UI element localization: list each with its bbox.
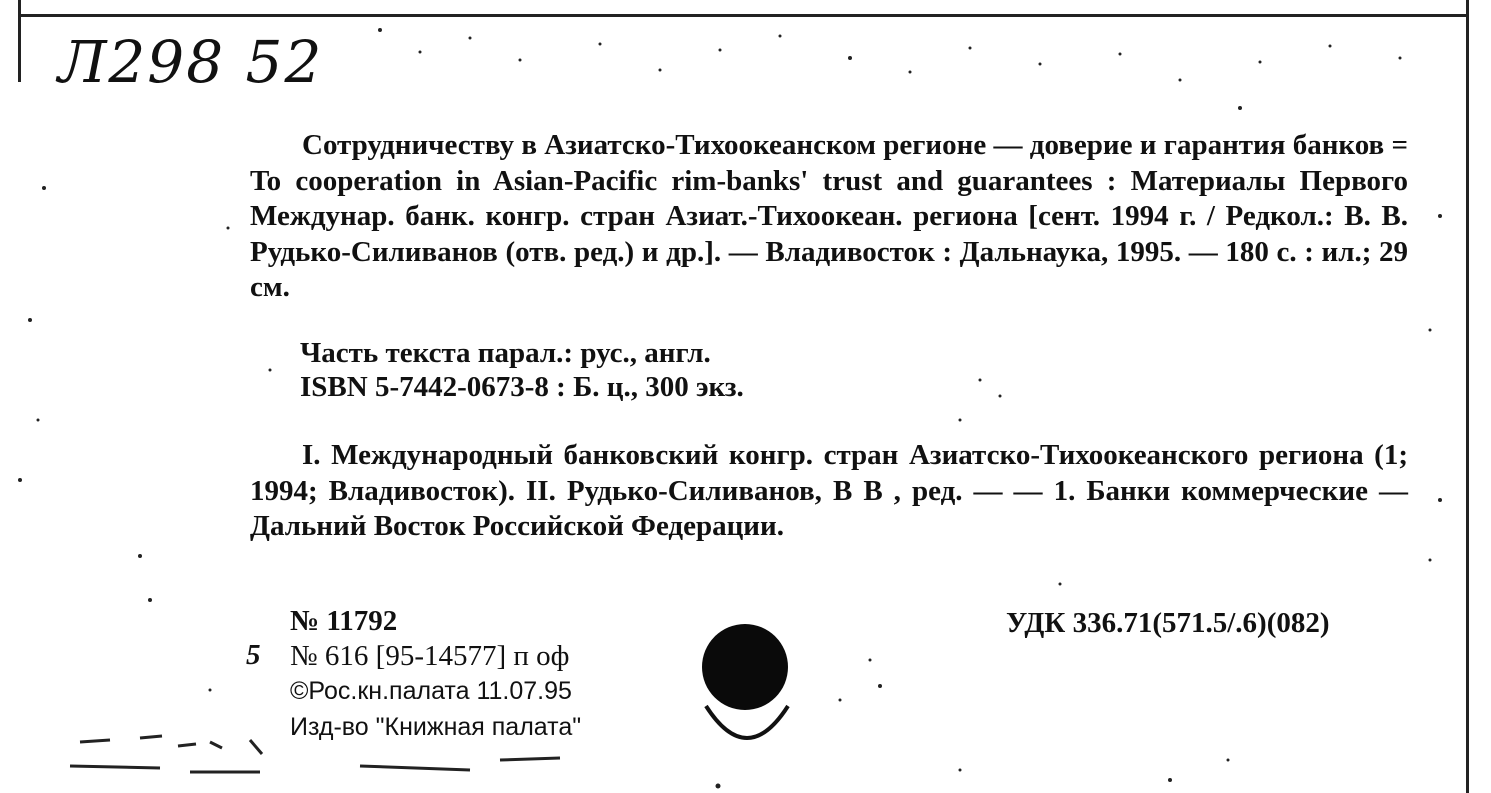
registry-print-order: № 616 [95-14577] п оф [290, 640, 570, 672]
registry-publisher: Изд-во "Книжная палата" [290, 713, 582, 741]
hole-arc-mark [704, 700, 790, 760]
card-punch-hole [702, 624, 788, 710]
bibliographic-entry: Сотрудничеству в Азиатско-Тихоокеанском регионе — доверие и гарантия банков = To cooperation in Asian-Pacific rim-banks' trust and guarantees : Материалы Первого Междунар. банк. конгр. стран Азиат.-Тихоокеан. региона [сент. 1994 г. / Редкол.: В. В. Рудько-Силиванов (отв. ред.) и др.]. — Владивосток : Дальнаука, 1995. — 180 с. : ил.; 29 см. [250, 129, 1408, 303]
card-top-border [18, 14, 1468, 17]
handwritten-call-number: Л298 52 [58, 28, 324, 96]
registry-number: № 11792 [290, 605, 398, 637]
registry-mark: 5 [246, 639, 261, 671]
subject-tracing: I. Международный банковский конгр. стран Азиатско-Тихоокеанского региона (1; 1994; Владивосток). II. Рудько-Силиванов, В В , ред. — — 1. Банки коммерческие — Дальний Восток Российской Федерации. [250, 439, 1408, 542]
registry-copyright: ©Рос.кн.палата 11.07.95 [290, 677, 572, 705]
parallel-text-note: Часть текста парал.: рус., англ. [300, 337, 711, 369]
card-right-border [1466, 0, 1469, 793]
udk-classification: УДК 336.71(571.5/.6)(082) [1006, 607, 1330, 639]
card-left-border [18, 0, 21, 82]
isbn-line: ISBN 5-7442-0673-8 : Б. ц., 300 экз. [300, 371, 744, 403]
